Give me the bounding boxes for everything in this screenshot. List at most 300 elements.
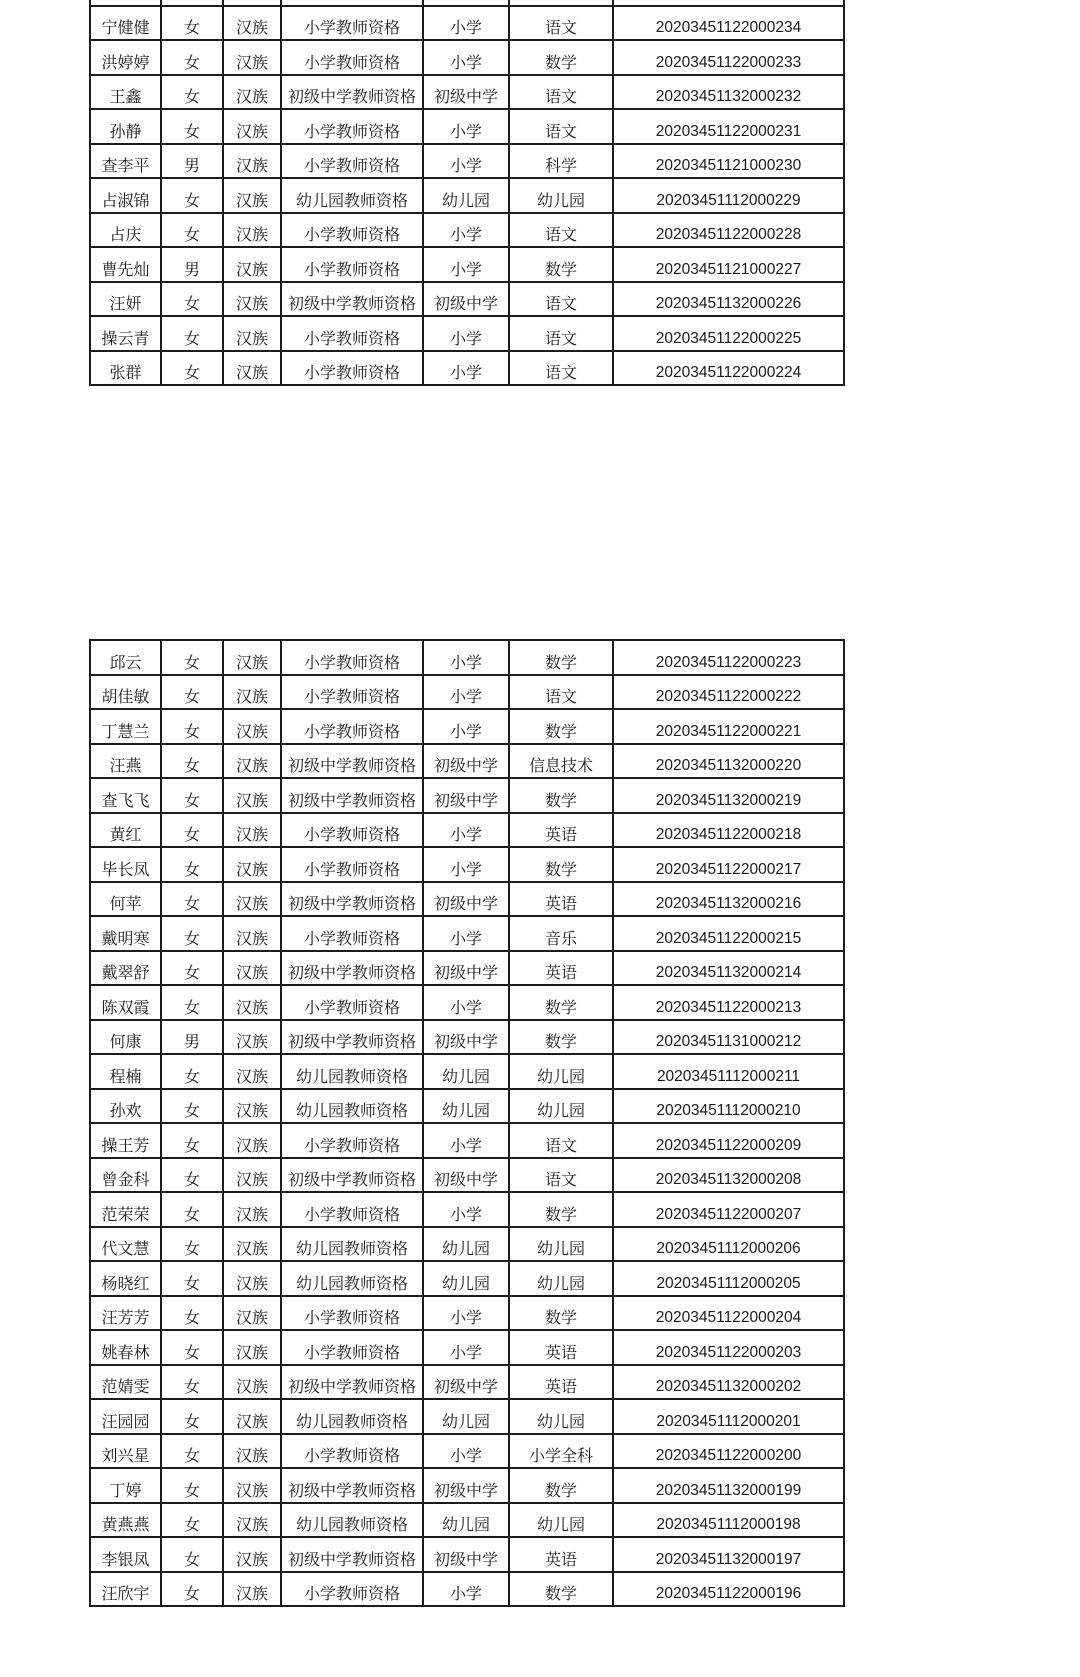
cell-teaching-level: 初级中学 bbox=[423, 951, 509, 986]
cell-ethnicity: 汉族 bbox=[223, 1192, 281, 1227]
cell-subject: 幼儿园 bbox=[509, 1399, 613, 1434]
cell-name: 毕长凤 bbox=[90, 847, 161, 882]
cell-certificate-number: 20203451122000223 bbox=[613, 640, 844, 675]
cell-certificate-number: 20203451112000229 bbox=[613, 178, 844, 213]
table-row bbox=[90, 178, 844, 213]
cell-ethnicity: 汉族 bbox=[223, 951, 281, 986]
table-row bbox=[90, 1123, 844, 1158]
cell-name: 占淑锦 bbox=[90, 178, 161, 213]
table-row bbox=[90, 847, 844, 882]
table-row bbox=[90, 1227, 844, 1262]
roster-table-bottom-section bbox=[89, 639, 845, 1607]
cell-certificate-type: 小学教师资格 bbox=[281, 144, 423, 179]
cell-subject: 幼儿园 bbox=[509, 1227, 613, 1262]
cell-teaching-level: 小学 bbox=[423, 247, 509, 282]
cell-subject: 英语 bbox=[509, 1537, 613, 1572]
cell-gender: 女 bbox=[161, 640, 223, 675]
cell-teaching-level: 小学 bbox=[423, 351, 509, 386]
cell-certificate-number: 20203451131000212 bbox=[613, 1020, 844, 1055]
cell-certificate-number: 20203451122000222 bbox=[613, 675, 844, 710]
cell-certificate-number: 20203451132000197 bbox=[613, 1537, 844, 1572]
cell-certificate-number: 20203451112000211 bbox=[613, 1054, 844, 1089]
cell-teaching-level: 小学 bbox=[423, 847, 509, 882]
cell-certificate-type: 小学教师资格 bbox=[281, 640, 423, 675]
cell-name: 汪妍 bbox=[90, 282, 161, 317]
table-row bbox=[90, 40, 844, 75]
cell-name: 洪婷婷 bbox=[90, 40, 161, 75]
cell-subject: 幼儿园 bbox=[509, 178, 613, 213]
cell-certificate-number: 20203451132000219 bbox=[613, 778, 844, 813]
cell-ethnicity: 汉族 bbox=[223, 1020, 281, 1055]
cell-gender: 女 bbox=[161, 1503, 223, 1538]
cell-certificate-type: 初级中学教师资格 bbox=[281, 744, 423, 779]
cell-certificate-type: 小学教师资格 bbox=[281, 1192, 423, 1227]
cell-name: 姚春林 bbox=[90, 1330, 161, 1365]
cell-teaching-level: 初级中学 bbox=[423, 282, 509, 317]
cell-certificate-number: 20203451122000200 bbox=[613, 1434, 844, 1469]
cell-certificate-type: 小学教师资格 bbox=[281, 709, 423, 744]
cell-name: 查李平 bbox=[90, 144, 161, 179]
cell-ethnicity: 汉族 bbox=[223, 709, 281, 744]
table-row bbox=[90, 1503, 844, 1538]
cell-certificate-number: 20203451112000201 bbox=[613, 1399, 844, 1434]
cell-certificate-number: 20203451122000231 bbox=[613, 109, 844, 144]
cell-teaching-level: 初级中学 bbox=[423, 882, 509, 917]
cell-name: 范婧雯 bbox=[90, 1365, 161, 1400]
cell-subject: 英语 bbox=[509, 1330, 613, 1365]
cell-subject: 幼儿园 bbox=[509, 1503, 613, 1538]
cell-certificate-number: 20203451122000203 bbox=[613, 1330, 844, 1365]
cell-certificate-number: 20203451132000208 bbox=[613, 1158, 844, 1193]
cell-ethnicity: 汉族 bbox=[223, 778, 281, 813]
cell-certificate-number: 20203451112000206 bbox=[613, 1227, 844, 1262]
cell-teaching-level: 幼儿园 bbox=[423, 1261, 509, 1296]
cell-name: 汪芳芳 bbox=[90, 1296, 161, 1331]
cell-subject: 语文 bbox=[509, 282, 613, 317]
cell-certificate-type: 幼儿园教师资格 bbox=[281, 1089, 423, 1124]
cell-ethnicity: 汉族 bbox=[223, 316, 281, 351]
cell-teaching-level: 小学 bbox=[423, 675, 509, 710]
roster-table-top-section bbox=[89, 0, 845, 386]
cell-certificate-number: 20203451122000224 bbox=[613, 351, 844, 386]
cell-subject: 科学 bbox=[509, 144, 613, 179]
cell-subject: 音乐 bbox=[509, 916, 613, 951]
cell-gender: 女 bbox=[161, 1261, 223, 1296]
cell-subject: 语文 bbox=[509, 316, 613, 351]
cell-subject: 幼儿园 bbox=[509, 1054, 613, 1089]
cell-teaching-level: 小学 bbox=[423, 813, 509, 848]
cell-subject: 数学 bbox=[509, 778, 613, 813]
cell-subject: 语文 bbox=[509, 1123, 613, 1158]
cell-name: 汪园园 bbox=[90, 1399, 161, 1434]
cell-ethnicity: 汉族 bbox=[223, 351, 281, 386]
cell-teaching-level: 初级中学 bbox=[423, 778, 509, 813]
cell-certificate-type: 初级中学教师资格 bbox=[281, 75, 423, 110]
cell-certificate-number: 20203451132000214 bbox=[613, 951, 844, 986]
cell-certificate-type: 幼儿园教师资格 bbox=[281, 1399, 423, 1434]
cell-name: 程楠 bbox=[90, 1054, 161, 1089]
cell-teaching-level: 初级中学 bbox=[423, 1158, 509, 1193]
cell-certificate-number: 20203451132000226 bbox=[613, 282, 844, 317]
cell-gender: 女 bbox=[161, 1192, 223, 1227]
table-row bbox=[90, 1192, 844, 1227]
cell-name: 丁慧兰 bbox=[90, 709, 161, 744]
table-row bbox=[90, 1537, 844, 1572]
cell-subject: 英语 bbox=[509, 1365, 613, 1400]
cell-certificate-type: 幼儿园教师资格 bbox=[281, 178, 423, 213]
table-row bbox=[90, 351, 844, 386]
cell-certificate-number: 20203451122000218 bbox=[613, 813, 844, 848]
cell-ethnicity: 汉族 bbox=[223, 1399, 281, 1434]
cell-teaching-level: 小学 bbox=[423, 213, 509, 248]
teacher-certificate-table-top bbox=[89, 0, 845, 386]
table-row bbox=[90, 1468, 844, 1503]
cell-ethnicity: 汉族 bbox=[223, 144, 281, 179]
cell-gender: 女 bbox=[161, 1330, 223, 1365]
cell-ethnicity: 汉族 bbox=[223, 282, 281, 317]
cell-certificate-number: 20203451122000217 bbox=[613, 847, 844, 882]
table-row bbox=[90, 778, 844, 813]
table-row bbox=[90, 144, 844, 179]
cell-teaching-level: 幼儿园 bbox=[423, 1503, 509, 1538]
cell-certificate-type: 小学教师资格 bbox=[281, 213, 423, 248]
cell-name: 曹先灿 bbox=[90, 247, 161, 282]
cell-teaching-level: 小学 bbox=[423, 6, 509, 41]
cell-certificate-type: 初级中学教师资格 bbox=[281, 1020, 423, 1055]
table-row bbox=[90, 109, 844, 144]
cell-teaching-level: 小学 bbox=[423, 40, 509, 75]
cell-gender: 女 bbox=[161, 178, 223, 213]
cell-certificate-type: 小学教师资格 bbox=[281, 316, 423, 351]
cell-ethnicity: 汉族 bbox=[223, 675, 281, 710]
cell-subject: 数学 bbox=[509, 1020, 613, 1055]
cell-gender: 女 bbox=[161, 213, 223, 248]
cell-certificate-number: 20203451122000234 bbox=[613, 6, 844, 41]
cell-subject: 幼儿园 bbox=[509, 1261, 613, 1296]
table-row bbox=[90, 282, 844, 317]
cell-subject: 数学 bbox=[509, 247, 613, 282]
cell-gender: 女 bbox=[161, 847, 223, 882]
cell-gender: 女 bbox=[161, 1537, 223, 1572]
cell-certificate-number: 20203451132000216 bbox=[613, 882, 844, 917]
cell-certificate-type: 初级中学教师资格 bbox=[281, 778, 423, 813]
cell-certificate-type: 小学教师资格 bbox=[281, 813, 423, 848]
cell-gender: 女 bbox=[161, 1365, 223, 1400]
table-row bbox=[90, 1572, 844, 1607]
cell-gender: 男 bbox=[161, 1020, 223, 1055]
cell-name: 邱云 bbox=[90, 640, 161, 675]
cell-certificate-number: 20203451112000198 bbox=[613, 1503, 844, 1538]
cell-gender: 女 bbox=[161, 1296, 223, 1331]
table-row bbox=[90, 6, 844, 41]
cell-certificate-type: 小学教师资格 bbox=[281, 916, 423, 951]
cell-ethnicity: 汉族 bbox=[223, 213, 281, 248]
teacher-certificate-table-bottom bbox=[89, 639, 845, 1607]
cell-certificate-number: 20203451122000204 bbox=[613, 1296, 844, 1331]
cell-ethnicity: 汉族 bbox=[223, 1365, 281, 1400]
cell-teaching-level: 小学 bbox=[423, 1572, 509, 1607]
cell-certificate-number: 20203451121000230 bbox=[613, 144, 844, 179]
cell-name: 王鑫 bbox=[90, 75, 161, 110]
cell-certificate-type: 初级中学教师资格 bbox=[281, 1468, 423, 1503]
cell-teaching-level: 小学 bbox=[423, 316, 509, 351]
cell-subject: 语文 bbox=[509, 75, 613, 110]
cell-certificate-type: 初级中学教师资格 bbox=[281, 951, 423, 986]
cell-gender: 女 bbox=[161, 1054, 223, 1089]
cell-name: 占庆 bbox=[90, 213, 161, 248]
cell-certificate-type: 小学教师资格 bbox=[281, 985, 423, 1020]
cell-teaching-level: 小学 bbox=[423, 709, 509, 744]
cell-certificate-number: 20203451112000210 bbox=[613, 1089, 844, 1124]
cell-ethnicity: 汉族 bbox=[223, 985, 281, 1020]
cell-gender: 女 bbox=[161, 40, 223, 75]
cell-subject: 语文 bbox=[509, 1158, 613, 1193]
cell-certificate-number: 20203451122000228 bbox=[613, 213, 844, 248]
table-row bbox=[90, 75, 844, 110]
cell-ethnicity: 汉族 bbox=[223, 744, 281, 779]
cell-ethnicity: 汉族 bbox=[223, 1572, 281, 1607]
cell-gender: 女 bbox=[161, 6, 223, 41]
table-row bbox=[90, 1330, 844, 1365]
cell-name: 查飞飞 bbox=[90, 778, 161, 813]
cell-ethnicity: 汉族 bbox=[223, 882, 281, 917]
cell-certificate-type: 小学教师资格 bbox=[281, 40, 423, 75]
table-row bbox=[90, 1261, 844, 1296]
cell-certificate-type: 小学教师资格 bbox=[281, 847, 423, 882]
cell-name: 孙静 bbox=[90, 109, 161, 144]
cell-ethnicity: 汉族 bbox=[223, 1089, 281, 1124]
table-row bbox=[90, 247, 844, 282]
cell-certificate-type: 幼儿园教师资格 bbox=[281, 1227, 423, 1262]
cell-certificate-type: 小学教师资格 bbox=[281, 6, 423, 41]
cell-name: 黄红 bbox=[90, 813, 161, 848]
cell-subject: 信息技术 bbox=[509, 744, 613, 779]
cell-certificate-type: 初级中学教师资格 bbox=[281, 882, 423, 917]
table-row bbox=[90, 1158, 844, 1193]
cell-certificate-type: 小学教师资格 bbox=[281, 1296, 423, 1331]
cell-name: 黄燕燕 bbox=[90, 1503, 161, 1538]
cell-teaching-level: 幼儿园 bbox=[423, 1054, 509, 1089]
table-row bbox=[90, 640, 844, 675]
cell-ethnicity: 汉族 bbox=[223, 1158, 281, 1193]
cell-certificate-type: 初级中学教师资格 bbox=[281, 1537, 423, 1572]
cell-ethnicity: 汉族 bbox=[223, 1054, 281, 1089]
cell-subject: 数学 bbox=[509, 40, 613, 75]
cell-teaching-level: 小学 bbox=[423, 1123, 509, 1158]
cell-subject: 英语 bbox=[509, 882, 613, 917]
cell-gender: 女 bbox=[161, 882, 223, 917]
table-row bbox=[90, 1365, 844, 1400]
cell-subject: 数学 bbox=[509, 985, 613, 1020]
cell-subject: 语文 bbox=[509, 213, 613, 248]
cell-gender: 女 bbox=[161, 985, 223, 1020]
cell-teaching-level: 幼儿园 bbox=[423, 1227, 509, 1262]
cell-subject: 语文 bbox=[509, 351, 613, 386]
cell-ethnicity: 汉族 bbox=[223, 1227, 281, 1262]
cell-teaching-level: 小学 bbox=[423, 985, 509, 1020]
cell-certificate-type: 幼儿园教师资格 bbox=[281, 1054, 423, 1089]
cell-subject: 语文 bbox=[509, 675, 613, 710]
cell-certificate-type: 小学教师资格 bbox=[281, 109, 423, 144]
cell-gender: 女 bbox=[161, 951, 223, 986]
cell-certificate-number: 20203451122000209 bbox=[613, 1123, 844, 1158]
cell-subject: 数学 bbox=[509, 847, 613, 882]
cell-gender: 男 bbox=[161, 144, 223, 179]
table-row bbox=[90, 709, 844, 744]
cell-certificate-number: 20203451132000232 bbox=[613, 75, 844, 110]
cell-gender: 女 bbox=[161, 1399, 223, 1434]
cell-name: 陈双霞 bbox=[90, 985, 161, 1020]
cell-certificate-type: 小学教师资格 bbox=[281, 351, 423, 386]
cell-gender: 女 bbox=[161, 351, 223, 386]
cell-certificate-type: 初级中学教师资格 bbox=[281, 282, 423, 317]
cell-teaching-level: 初级中学 bbox=[423, 1537, 509, 1572]
cell-teaching-level: 小学 bbox=[423, 1330, 509, 1365]
cell-subject: 数学 bbox=[509, 1192, 613, 1227]
cell-gender: 女 bbox=[161, 75, 223, 110]
table-row bbox=[90, 813, 844, 848]
cell-teaching-level: 幼儿园 bbox=[423, 1089, 509, 1124]
cell-teaching-level: 初级中学 bbox=[423, 744, 509, 779]
cell-ethnicity: 汉族 bbox=[223, 1537, 281, 1572]
cell-certificate-type: 幼儿园教师资格 bbox=[281, 1261, 423, 1296]
cell-certificate-type: 小学教师资格 bbox=[281, 1330, 423, 1365]
table-row bbox=[90, 916, 844, 951]
cell-subject: 英语 bbox=[509, 813, 613, 848]
cell-certificate-number: 20203451122000213 bbox=[613, 985, 844, 1020]
cell-certificate-type: 小学教师资格 bbox=[281, 247, 423, 282]
cell-certificate-number: 20203451132000199 bbox=[613, 1468, 844, 1503]
cell-subject: 语文 bbox=[509, 109, 613, 144]
cell-ethnicity: 汉族 bbox=[223, 813, 281, 848]
cell-gender: 女 bbox=[161, 916, 223, 951]
cell-ethnicity: 汉族 bbox=[223, 247, 281, 282]
cell-ethnicity: 汉族 bbox=[223, 40, 281, 75]
cell-certificate-number: 20203451122000221 bbox=[613, 709, 844, 744]
cell-gender: 女 bbox=[161, 778, 223, 813]
cell-gender: 女 bbox=[161, 282, 223, 317]
cell-teaching-level: 初级中学 bbox=[423, 1020, 509, 1055]
cell-ethnicity: 汉族 bbox=[223, 1123, 281, 1158]
cell-ethnicity: 汉族 bbox=[223, 1261, 281, 1296]
table-row bbox=[90, 744, 844, 779]
cell-name: 张群 bbox=[90, 351, 161, 386]
cell-certificate-number: 20203451122000207 bbox=[613, 1192, 844, 1227]
cell-ethnicity: 汉族 bbox=[223, 1468, 281, 1503]
cell-ethnicity: 汉族 bbox=[223, 1330, 281, 1365]
table-row bbox=[90, 1054, 844, 1089]
cell-name: 汪燕 bbox=[90, 744, 161, 779]
cell-gender: 女 bbox=[161, 813, 223, 848]
table-body-bottom bbox=[90, 640, 844, 1606]
cell-ethnicity: 汉族 bbox=[223, 1434, 281, 1469]
cell-name: 刘兴星 bbox=[90, 1434, 161, 1469]
cell-ethnicity: 汉族 bbox=[223, 178, 281, 213]
table-row bbox=[90, 1089, 844, 1124]
cell-name: 孙欢 bbox=[90, 1089, 161, 1124]
cell-subject: 数学 bbox=[509, 1468, 613, 1503]
cell-teaching-level: 初级中学 bbox=[423, 1468, 509, 1503]
cell-gender: 女 bbox=[161, 1123, 223, 1158]
cell-subject: 幼儿园 bbox=[509, 1089, 613, 1124]
cell-gender: 男 bbox=[161, 247, 223, 282]
cell-name: 戴明寒 bbox=[90, 916, 161, 951]
cell-subject: 数学 bbox=[509, 1296, 613, 1331]
table-row bbox=[90, 951, 844, 986]
cell-name: 操王芳 bbox=[90, 1123, 161, 1158]
cell-certificate-number: 20203451122000225 bbox=[613, 316, 844, 351]
cell-subject: 数学 bbox=[509, 640, 613, 675]
cell-gender: 女 bbox=[161, 1227, 223, 1262]
cell-gender: 女 bbox=[161, 109, 223, 144]
cell-subject: 英语 bbox=[509, 951, 613, 986]
cell-name: 戴翠舒 bbox=[90, 951, 161, 986]
cell-teaching-level: 初级中学 bbox=[423, 75, 509, 110]
cell-subject: 小学全科 bbox=[509, 1434, 613, 1469]
cell-certificate-type: 小学教师资格 bbox=[281, 1572, 423, 1607]
cell-teaching-level: 幼儿园 bbox=[423, 1399, 509, 1434]
cell-certificate-type: 初级中学教师资格 bbox=[281, 1158, 423, 1193]
cell-ethnicity: 汉族 bbox=[223, 640, 281, 675]
cell-certificate-number: 20203451122000196 bbox=[613, 1572, 844, 1607]
cell-subject: 语文 bbox=[509, 6, 613, 41]
cell-certificate-type: 小学教师资格 bbox=[281, 675, 423, 710]
cell-certificate-number: 20203451122000215 bbox=[613, 916, 844, 951]
cell-name: 丁婷 bbox=[90, 1468, 161, 1503]
table-body-top bbox=[90, 0, 844, 385]
cell-name: 宁健健 bbox=[90, 6, 161, 41]
cell-ethnicity: 汉族 bbox=[223, 75, 281, 110]
cell-name: 曾金科 bbox=[90, 1158, 161, 1193]
cell-teaching-level: 小学 bbox=[423, 916, 509, 951]
cell-ethnicity: 汉族 bbox=[223, 1296, 281, 1331]
cell-name: 胡佳敏 bbox=[90, 675, 161, 710]
table-row bbox=[90, 985, 844, 1020]
cell-name: 杨晓红 bbox=[90, 1261, 161, 1296]
table-row bbox=[90, 882, 844, 917]
table-row bbox=[90, 1020, 844, 1055]
cell-ethnicity: 汉族 bbox=[223, 6, 281, 41]
cell-teaching-level: 小学 bbox=[423, 1434, 509, 1469]
cell-name: 李银凤 bbox=[90, 1537, 161, 1572]
cell-teaching-level: 幼儿园 bbox=[423, 178, 509, 213]
cell-gender: 女 bbox=[161, 316, 223, 351]
cell-teaching-level: 小学 bbox=[423, 1192, 509, 1227]
cell-gender: 女 bbox=[161, 709, 223, 744]
cell-certificate-number: 20203451132000202 bbox=[613, 1365, 844, 1400]
cell-gender: 女 bbox=[161, 744, 223, 779]
cell-certificate-number: 20203451122000233 bbox=[613, 40, 844, 75]
cell-gender: 女 bbox=[161, 1572, 223, 1607]
cell-teaching-level: 小学 bbox=[423, 109, 509, 144]
cell-name: 何苹 bbox=[90, 882, 161, 917]
cell-name: 操云青 bbox=[90, 316, 161, 351]
cell-certificate-type: 小学教师资格 bbox=[281, 1434, 423, 1469]
cell-ethnicity: 汉族 bbox=[223, 916, 281, 951]
table-row bbox=[90, 213, 844, 248]
cell-teaching-level: 小学 bbox=[423, 640, 509, 675]
cell-gender: 女 bbox=[161, 1434, 223, 1469]
cell-certificate-type: 初级中学教师资格 bbox=[281, 1365, 423, 1400]
cell-certificate-type: 小学教师资格 bbox=[281, 1123, 423, 1158]
cell-teaching-level: 小学 bbox=[423, 1296, 509, 1331]
table-row bbox=[90, 675, 844, 710]
table-row bbox=[90, 316, 844, 351]
cell-subject: 数学 bbox=[509, 1572, 613, 1607]
cell-gender: 女 bbox=[161, 1158, 223, 1193]
cell-name: 何康 bbox=[90, 1020, 161, 1055]
cell-name: 范荣荣 bbox=[90, 1192, 161, 1227]
